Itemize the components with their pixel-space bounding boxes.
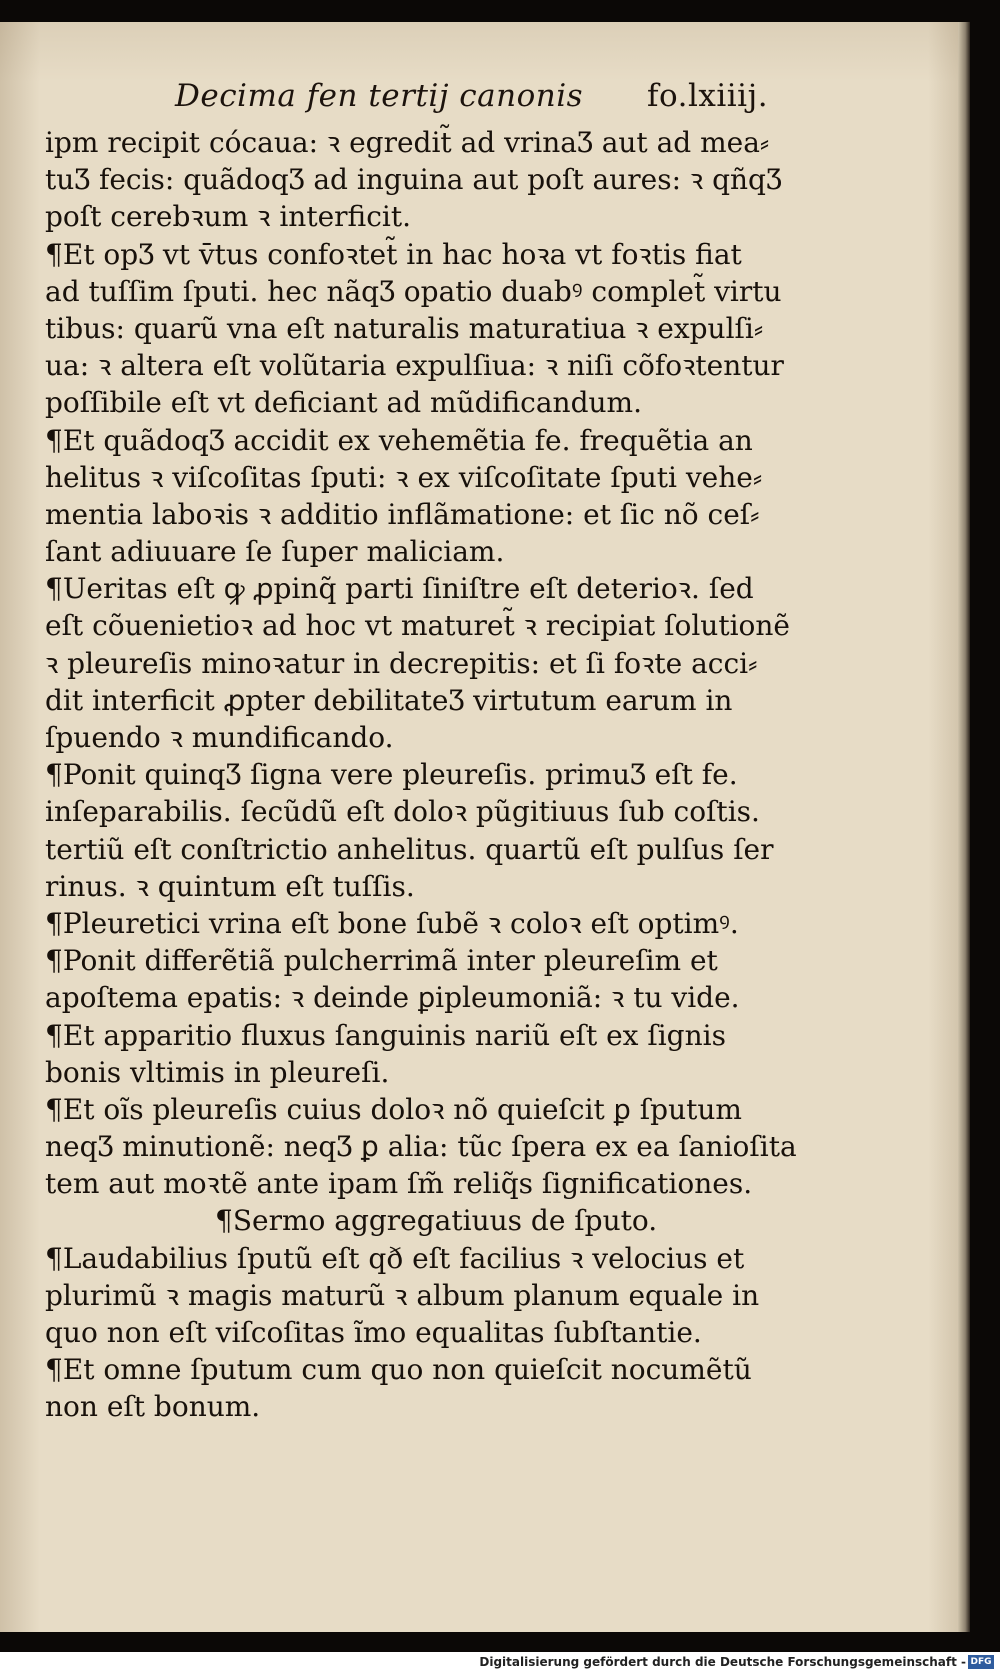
page-edge	[958, 22, 970, 1632]
text-line: ¶Ponit quinqƷ ſigna vere pleureſis. primuƷ eſt fe.	[45, 758, 738, 792]
text-line: ipm recipit cócaua: ꝛ egredit̃ ad vrinaƷ aut ad mea⸗	[45, 126, 770, 159]
text-line: ſant adiuuare ſe ſuper maliciam.	[45, 535, 505, 569]
text-line: rinus. ꝛ quintum eſt tuſſis.	[45, 869, 415, 903]
text-block	[45, 124, 845, 1426]
text-line: ¶Et omne ſputum cum quo non quieſcit nocumẽtũ	[45, 1353, 752, 1387]
text-line: ¶Pleuretici vrina eſt bone ſubẽ ꝛ coloꝛ eſt optimꝰ.	[45, 906, 739, 940]
section-heading: ¶Sermo aggregatiuus de ſputo.	[215, 1204, 658, 1238]
text-line: apoſtema epatis: ꝛ deinde ꝑipleumoniã: ꝛ tu vide.	[45, 981, 740, 1015]
dfg-logo-icon: DFG	[968, 1655, 994, 1669]
text-line: non eſt bonum.	[45, 1390, 261, 1424]
text-line: neqƷ minutionẽ: neqƷ ꝑ alia: tũc ſpera ex ea ſanioſita	[45, 1130, 797, 1164]
text-line: tuƷ fecis: quãdoqƷ ad inguina aut poſt aures: ꝛ qñqƷ	[45, 163, 782, 197]
text-line: ꝛ pleureſis minoꝛatur in decrepitis: et ſi foꝛte acci⸗	[45, 646, 758, 680]
text-line: helitus ꝛ viſcoſitas ſputi: ꝛ ex viſcoſitate ſputi vehe⸗	[45, 460, 763, 494]
text-line: dit interficit ꝓpter debilitateƷ virtutum earum in	[45, 683, 733, 717]
text-line: mentia laboꝛis ꝛ additio inflãmatione: et ſic nõ ceſ⸗	[45, 497, 760, 531]
text-line: tertiũ eſt conſtrictio anhelitus. quartũ eſt pulſus ſer	[45, 832, 774, 866]
text-line: eſt cõuenietioꝛ ad hoc vt maturet̃ ꝛ recipiat ſolutionẽ	[45, 609, 790, 643]
text-line: bonis vltimis in pleureſi.	[45, 1055, 390, 1089]
text-line: tem aut moꝛtẽ ante ipam ſm̃ reliq̃s ſignificationes.	[45, 1167, 753, 1201]
text-line: ¶Ueritas eſt ꝙ ꝓpinq̃ parti ſiniſtre eſt deterioꝛ. ſed	[45, 572, 754, 606]
text-line: tibus: quarũ vna eſt naturalis maturatiua ꝛ expulſi⸗	[45, 311, 764, 345]
text-line: ¶Et quãdoqƷ accidit ex vehemẽtia fe. frequẽtia an	[45, 423, 753, 457]
text-line: ua: ꝛ altera eſt volũtaria expulſiua: ꝛ niſi cõfoꝛtentur	[45, 349, 784, 383]
running-head-title: Decima fen tertij canonis	[175, 78, 584, 114]
text-line: poſt cerebꝛum ꝛ interficit.	[45, 200, 412, 234]
text-line: ¶Laudabilius ſputũ eſt qð eſt facilius ꝛ velocius et	[45, 1241, 745, 1275]
text-line: inſeparabilis. ſecũdũ eſt doloꝛ pũgitiuus ſub coſtis.	[45, 795, 760, 829]
text-line: ¶Et opƷ vt v̄tus confoꝛtet̃ in hac hoꝛa vt foꝛtis fiat	[45, 237, 742, 271]
running-head	[175, 78, 795, 118]
text-line: ¶Et apparitio fluxus ſanguinis nariũ eſt ex ſignis	[45, 1018, 726, 1052]
text-line: quo non eſt viſcoſitas ĩmo equalitas ſubſtantie.	[45, 1316, 702, 1349]
folio-number: fo.lxiiij.	[647, 78, 769, 114]
text-line: ¶Ponit differẽtiã pulcherrimã inter pleureſim et	[45, 944, 718, 978]
text-line: poſſibile eſt vt deficiant ad mũdificandum.	[45, 386, 642, 420]
text-line: ad tuſſim ſputi. hec nãqƷ opatio duabꝰ complet̃ virtu	[45, 274, 782, 308]
funding-credit: Digitalisierung gefördert durch die Deutsche Forschungsgemeinschaft -	[479, 1655, 966, 1669]
text-line: ¶Et oĩs pleureſis cuius doloꝛ nõ quieſcit ꝑ ſputum	[45, 1092, 742, 1126]
text-line: plurimũ ꝛ magis maturũ ꝛ album planum equale in	[45, 1278, 760, 1312]
text-line: ſpuendo ꝛ mundificando.	[45, 721, 394, 754]
